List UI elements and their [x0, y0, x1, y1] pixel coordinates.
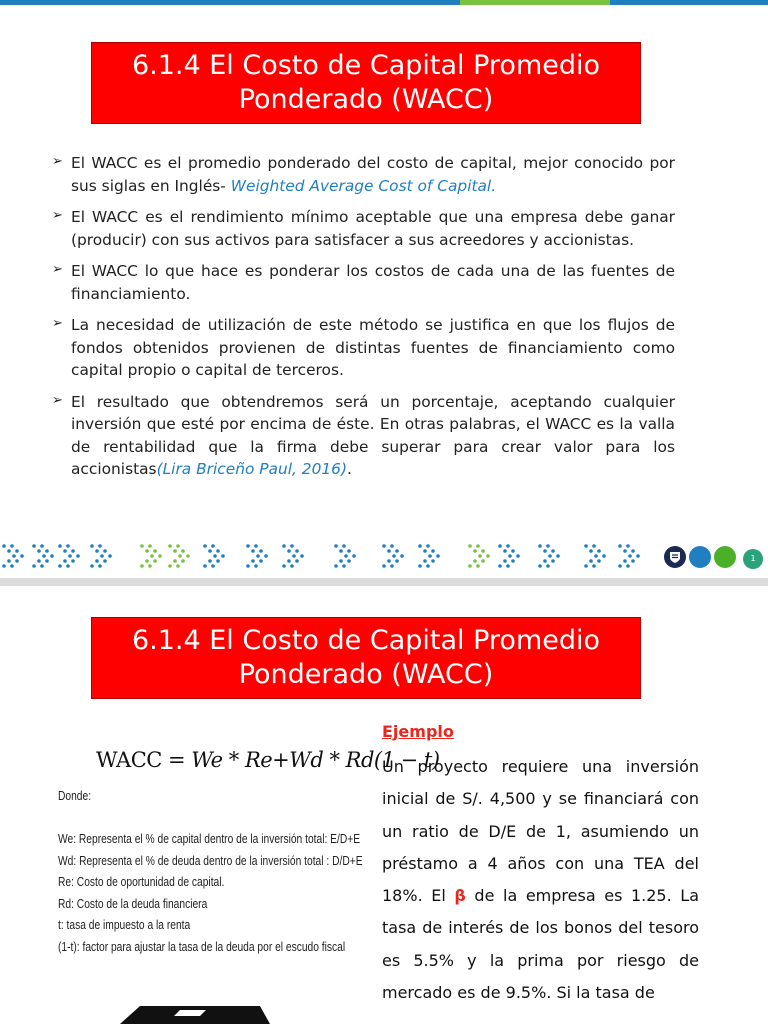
example-text: [382, 751, 699, 1009]
definition-line: Re: Costo de oportunidad de capital.: [58, 875, 225, 889]
example-text-part-1: Un proyecto requiere una inversión inicial de S/. 4,500 y se financiará con un ratio de D/E de 1, asumiendo un préstamo a 4 años con una TEA del 18%. El: [382, 757, 699, 906]
bullet-text: El WACC es el rendimiento mínimo aceptable que una empresa debe ganar (producir) con sus activos para satisfacer a sus acreedores y accionistas.: [71, 208, 675, 249]
top-accent-bar: [0, 0, 768, 5]
arrow-bullet-icon: ➢: [52, 392, 63, 408]
bullet-text: El WACC es el promedio ponderado del costo de capital, mejor conocido por sus siglas en Inglés-: [71, 154, 675, 195]
formula-rhs: We * Re+Wd * Rd(1 − t): [191, 748, 440, 772]
arrow-bullet-icon: ➢: [52, 316, 63, 331]
example-text-part-2: de la empresa es 1.25. La tasa de interés de los bonos del tesoro es 5.5% y la prima por riesgo de mercado es de 9.5%. Si la tasa de: [382, 886, 699, 1003]
definition-line: We: Representa el % de capital dentro de la inversión total: E/D+E: [58, 832, 361, 846]
bullet-text: La necesidad de utilización de este método se justifica en que los flujos de fondos obtenidos provienen de distintas fuentes de financiamiento como capital propio o capital de terceros.: [71, 316, 675, 379]
blue-dot-icon: [689, 546, 711, 568]
bullet-item: [52, 206, 675, 251]
bullet-item: [52, 152, 675, 197]
footer-logo-dots: [664, 546, 736, 568]
bullet-item: [52, 260, 675, 305]
beta-symbol: β: [454, 886, 466, 906]
bullet-text-end: .: [346, 460, 352, 478]
university-logo-icon: [664, 546, 686, 568]
slide-title: [91, 617, 641, 699]
bullet-citation: Weighted Average Cost of Capital.: [230, 176, 497, 195]
chevron-pattern-strip: [0, 536, 768, 576]
formula-lhs: WACC =: [96, 748, 192, 772]
definition-line: (1-t): factor para ajustar la tasa de la deuda por el escudo fiscal: [58, 939, 346, 954]
definition-line: Wd: Representa el % de deuda dentro de la inversión total : D/D+E: [58, 853, 363, 868]
bullet-list: [52, 152, 675, 490]
bullet-citation: (Lira Briceño Paul, 2016): [156, 460, 347, 478]
bullet-item: [52, 314, 675, 382]
slide-title-line-1: 6.1.4 El Costo de Capital Promedio: [131, 625, 601, 656]
arrow-bullet-icon: ➢: [52, 154, 63, 169]
bullet-item: [52, 391, 675, 481]
slide-title: [91, 42, 641, 124]
example-heading: Ejemplo: [382, 722, 454, 741]
definition-line: [58, 808, 363, 830]
decorative-image-fragment: [110, 1004, 270, 1024]
slide-title-line-1: 6.1.4 El Costo de Capital Promedio: [131, 50, 601, 81]
definition-line: t: tasa de impuesto a la renta: [58, 918, 191, 932]
definition-line: Donde:: [58, 789, 92, 803]
arrow-bullet-icon: ➢: [52, 262, 63, 277]
green-dot-icon: [714, 546, 736, 568]
bullet-text: El WACC lo que hace es ponderar los costos de cada una de las fuentes de financiamiento.: [71, 262, 675, 303]
definition-line: Rd: Costo de la deuda financiera: [58, 896, 208, 911]
page-number: 1: [743, 549, 763, 569]
arrow-bullet-icon: ➢: [52, 208, 63, 223]
slide-title-line-2: Ponderado (WACC): [238, 659, 494, 690]
formula-definitions: [58, 786, 363, 958]
bullet-text: El resultado que obtendremos será un porcentaje, aceptando cualquier inversión que esté por encima de éste. En otras palabras, el WACC es la valla de rentabilidad que la firma debe superar para crear valor para los accionistas: [71, 392, 675, 478]
slide-title-line-2: Ponderado (WACC): [238, 84, 494, 115]
